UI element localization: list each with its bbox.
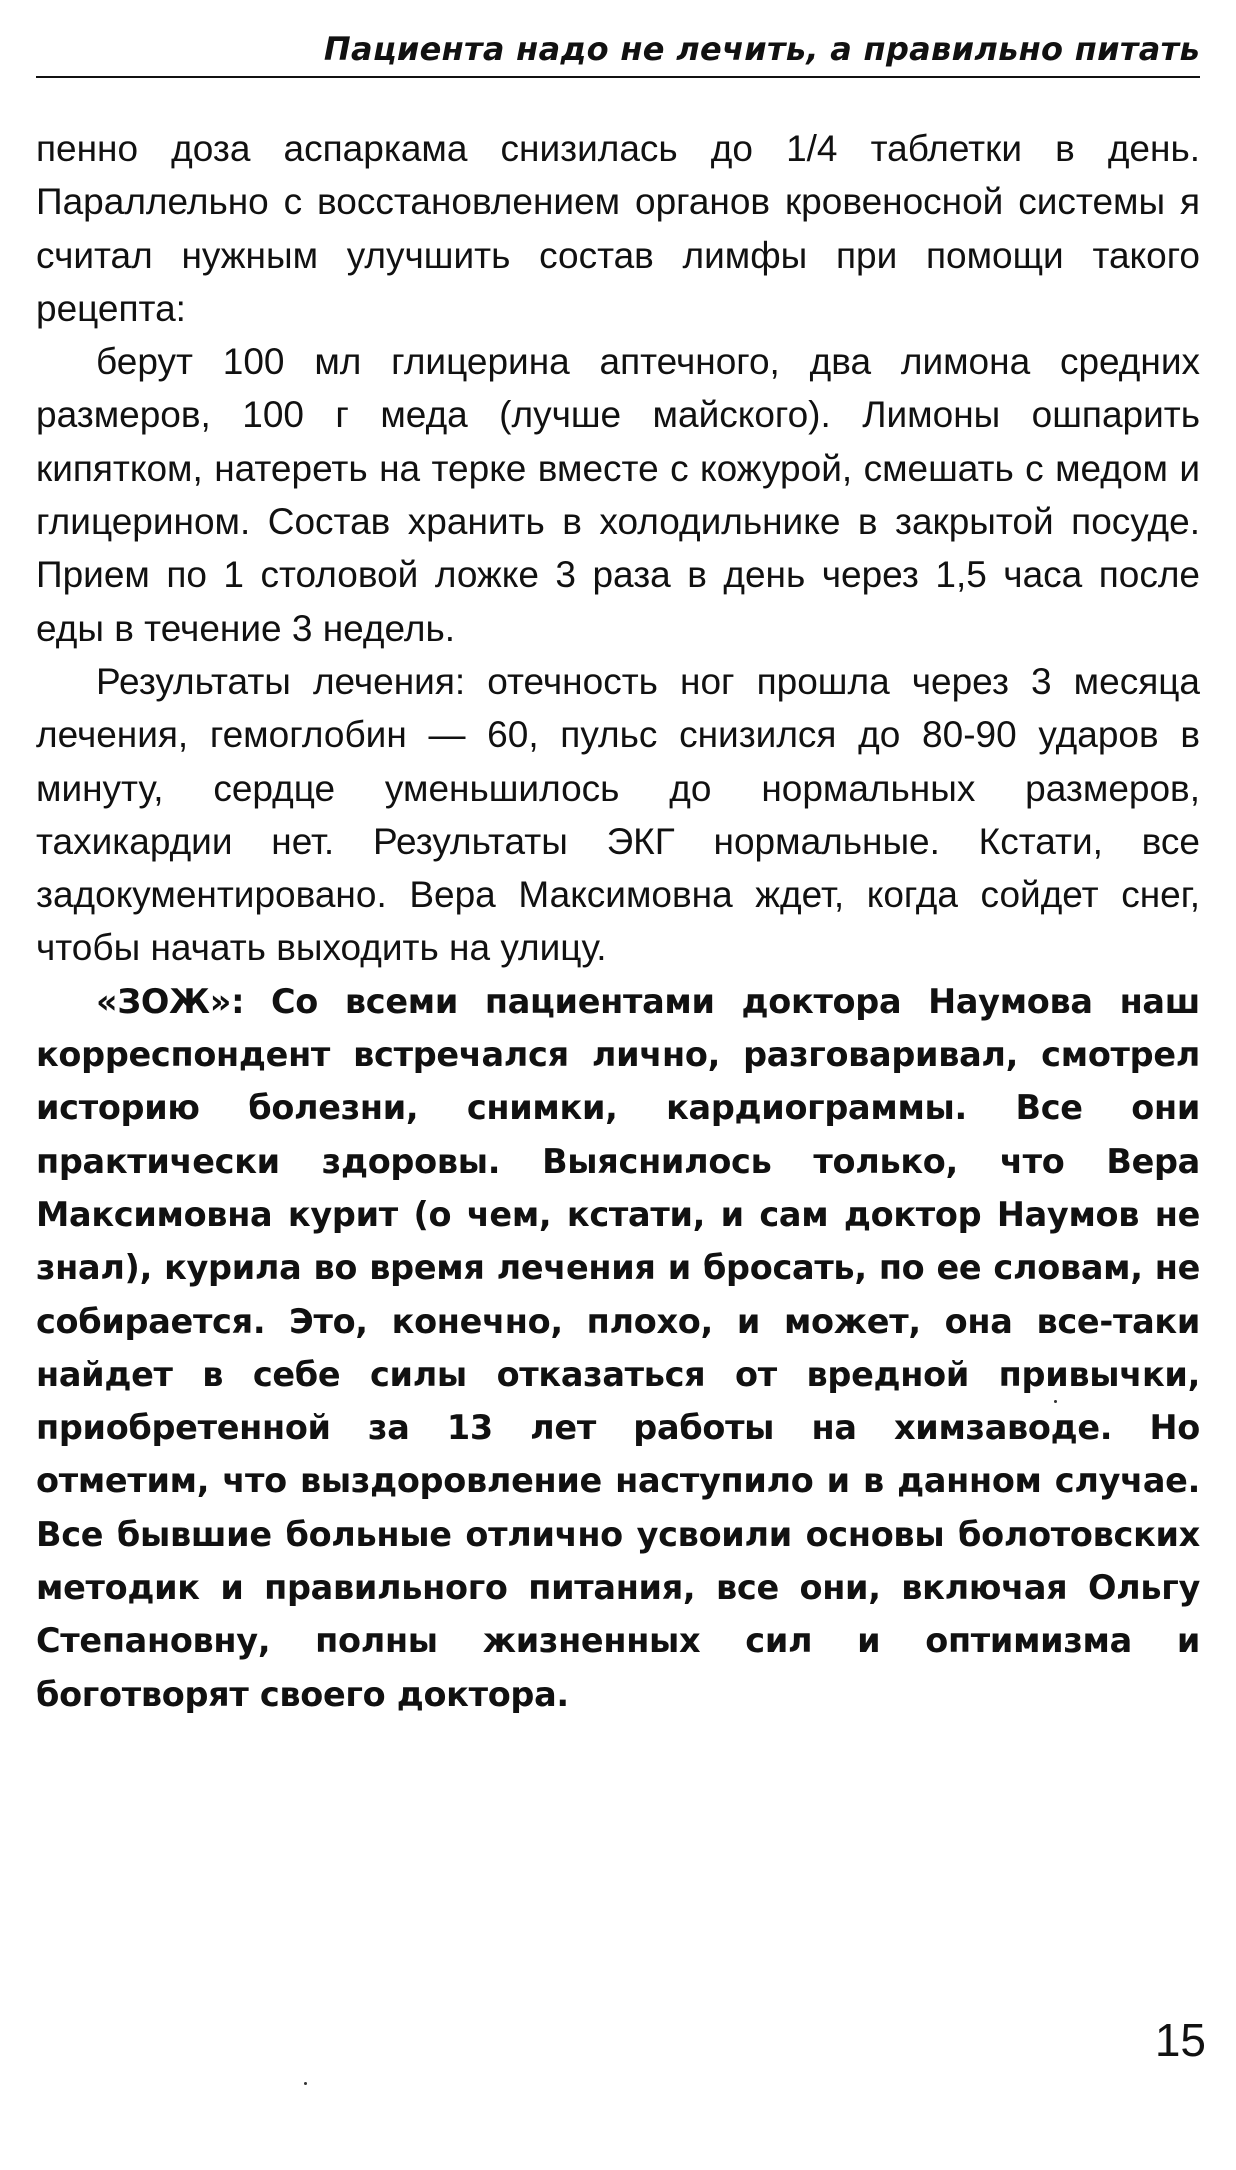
paragraph-continuation: пенно доза аспаркама снизилась до 1/4 таблетки в день. Параллельно с восстановлением органов кровеносной системы я считал нужным улучшить состав лимфы при помощи такого рецепта: <box>36 128 1200 329</box>
page-number: 15 <box>1154 2014 1206 2066</box>
paragraph-results: Результаты лечения: отечность ног прошла через 3 месяца лечения, гемоглобин — 60, пульс снизился до 80-90 ударов в минуту, сердце уменьшилось до нормальных размеров, тахикардии нет. Результаты ЭКГ нормальные. Кстати, все задокументировано. Вера Максимовна ждет, когда сойдет снег, чтобы начать выходить на улицу. <box>36 660 1200 969</box>
print-speck <box>1054 1400 1057 1403</box>
print-speck <box>304 2082 307 2085</box>
running-header: Пациента надо не лечить, а правильно питать <box>36 22 1200 78</box>
paragraph-editorial-note: «ЗОЖ»: Со всеми пациентами доктора Наумова наш корреспондент встречался лично, разговаривал, смотрел историю болезни, снимки, кардиограммы. Все они практически здоровы. Выяснилось только, что Вера Максимовна курит (о чем, кстати, и сам доктор Наумов не знал), курила во время лечения и бросать, по ее словам, не собирается. Это, конечно, плохо, и может, она все-таки найдет в себе силы отказаться от вредной привычки, приобретенной за 13 лет работы на химзаводе. Но отметим, что выздоровление наступило и в данном случае. Все бывшие больные отлично усвоили основы болотовских методик и правильного питания, все они, включая Ольгу Степановну, полны жизненных сил и оптимизма и боготворят своего доктора. <box>36 981 1200 1714</box>
paragraph-recipe: берут 100 мл глицерина аптечного, два лимона средних размеров, 100 г меда (лучше майского). Лимоны ошпарить кипятком, натереть на терке вместе с кожурой, смешать с медом и глицерином. Состав хранить в холодильнике в закрытой посуде. Прием по 1 столовой ложке 3 раза в день через 1,5 часа после еды в течение 3 недель. <box>36 341 1200 649</box>
body-text <box>36 122 1200 1721</box>
